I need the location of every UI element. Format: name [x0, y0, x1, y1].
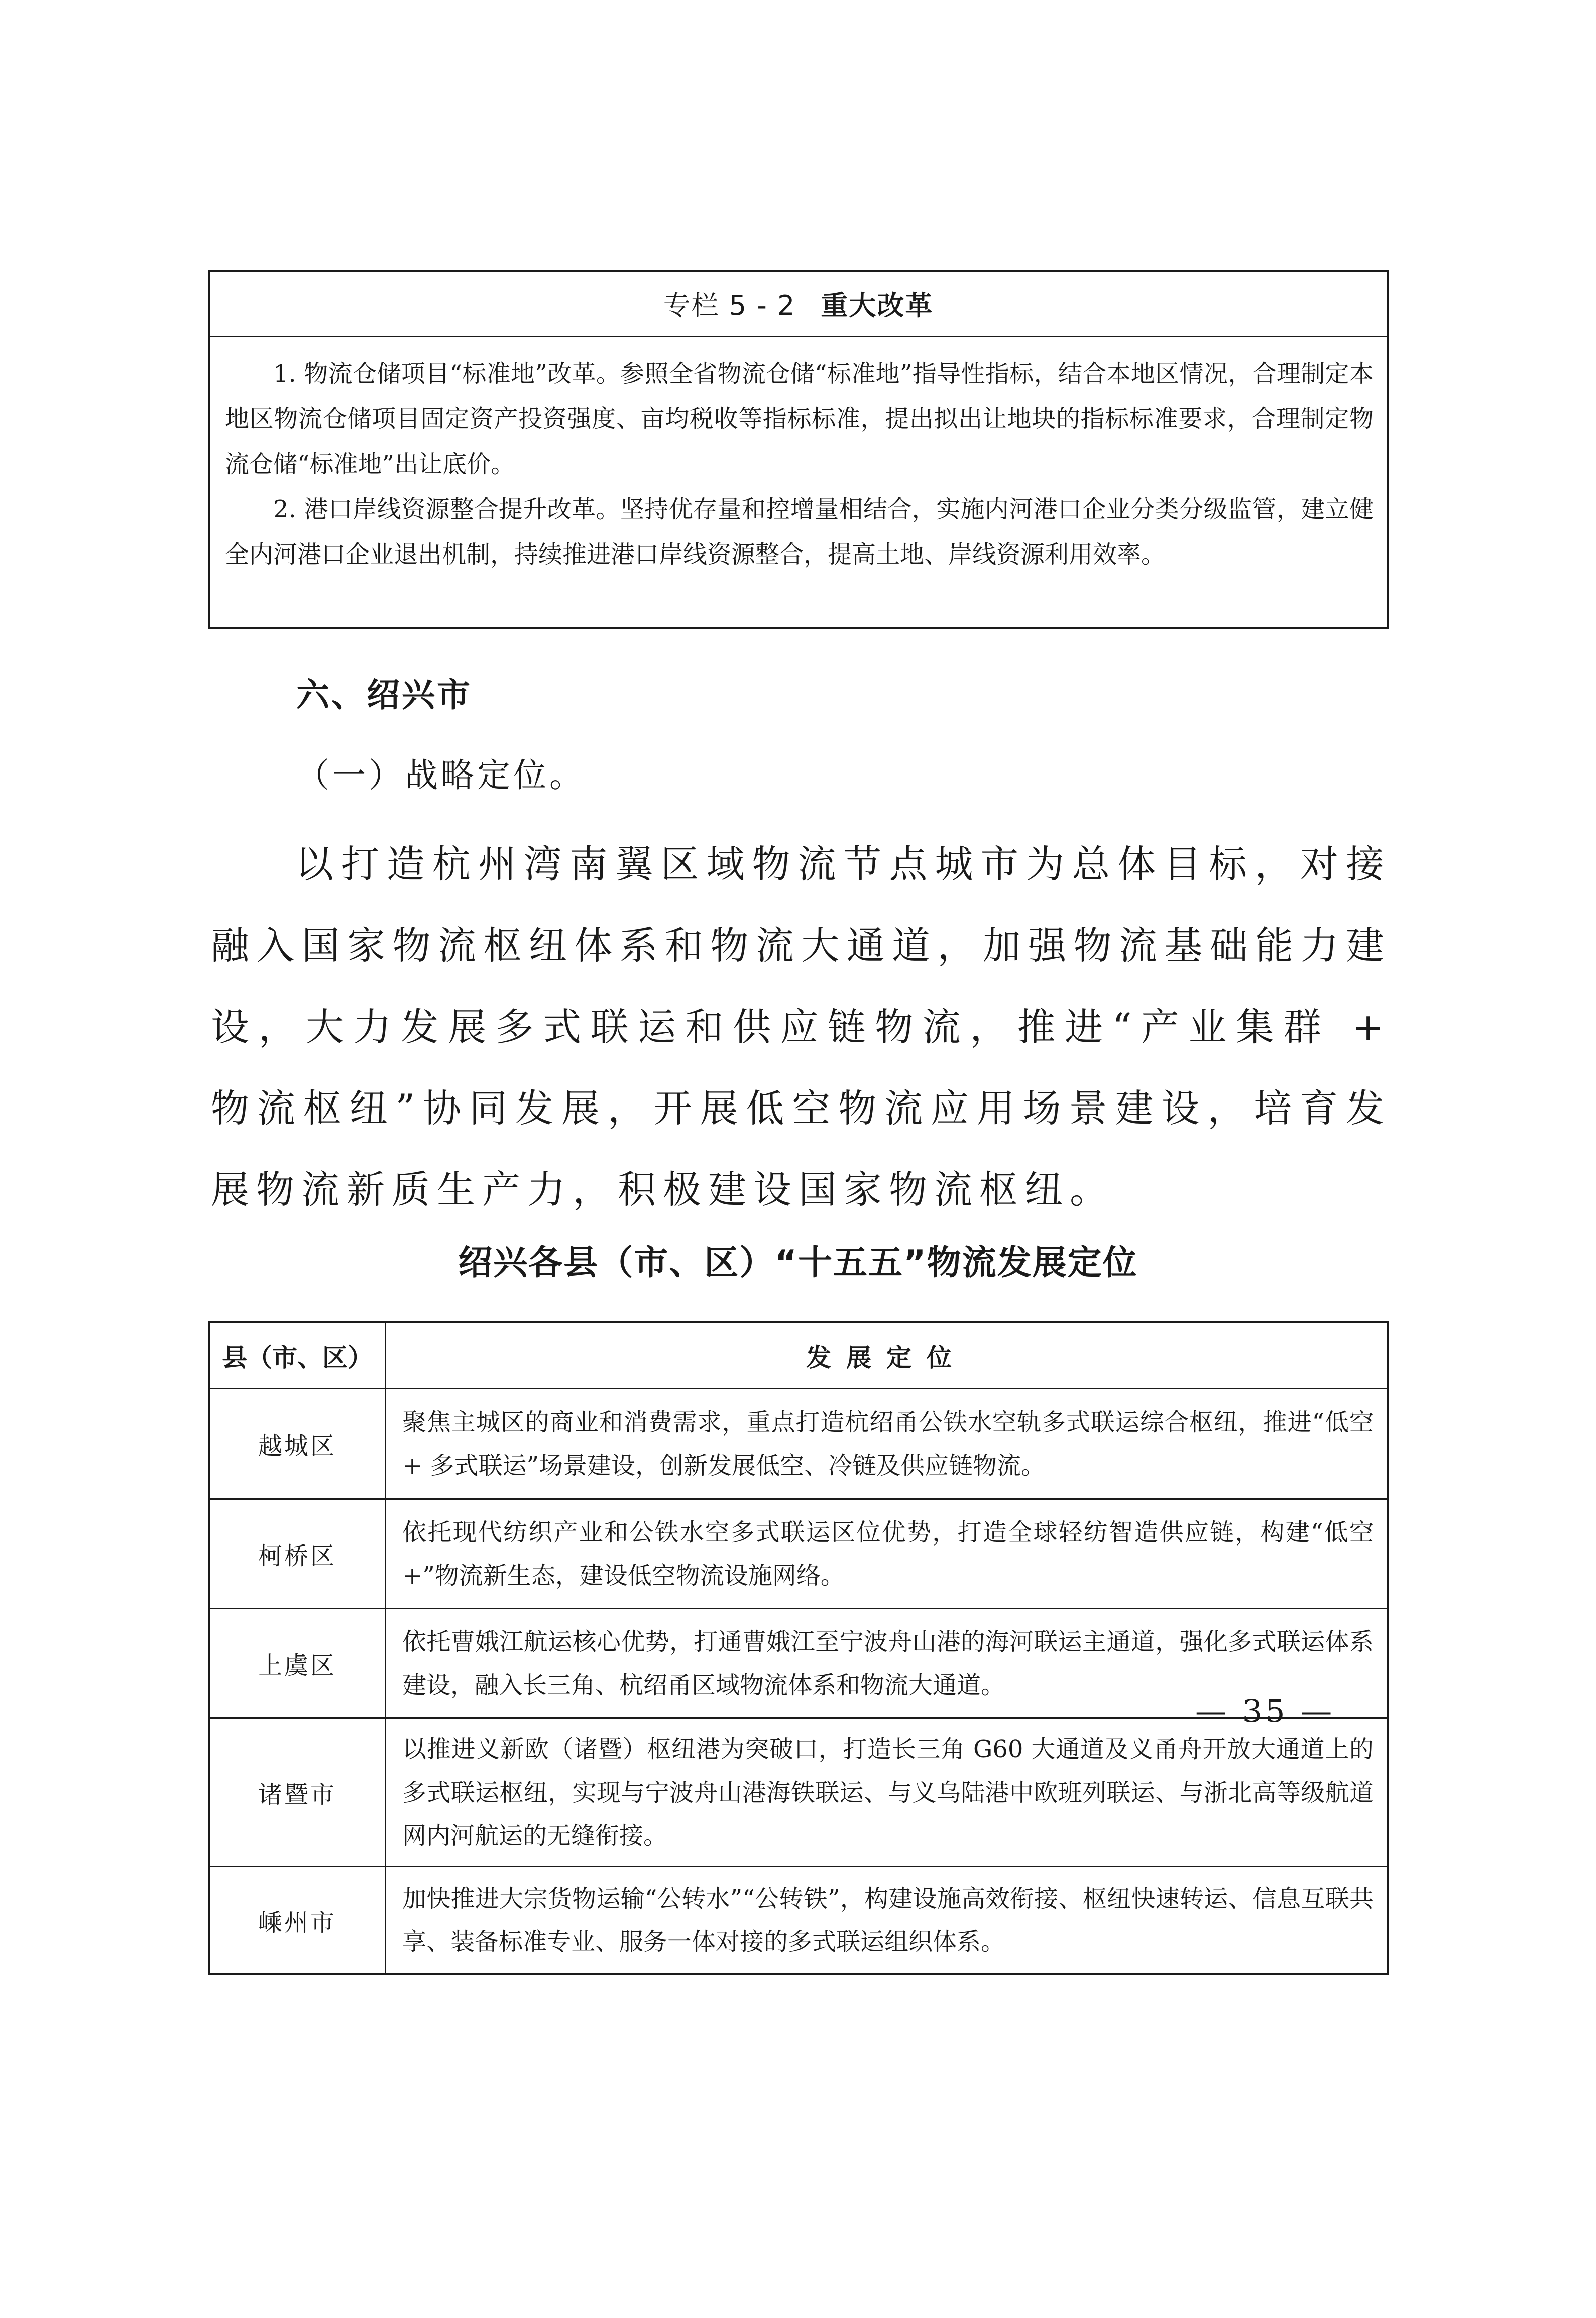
table-row	[209, 1499, 1388, 1609]
county-cell: 柯桥区	[209, 1499, 386, 1609]
table-title: 绍兴各县（市、区）“十五五”物流发展定位	[458, 1243, 1138, 1283]
table-row	[209, 1718, 1388, 1867]
column-box-item: 2. 港口岸线资源整合提升改革。坚持优存量和控增量相结合，实施内河港口企业分类分级监管，建立健全内河港口企业退出机制，持续推进港口岸线资源整合，提高土地、岸线资源利用效率。	[225, 495, 1374, 569]
position-cell: 依托曹娥江航运核心优势，打通曹娥江至宁波舟山港的海河联运主通道，强化多式联运体系建设，融入长三角、杭绍甬区域物流体系和物流大通道。	[386, 1609, 1388, 1718]
section-heading: 六、绍兴市	[296, 676, 472, 714]
column-box-item: 1. 物流仓储项目“标准地”改革。参照全省物流仓储“标准地”指导性指标，结合本地区情况，合理制定本地区物流仓储项目固定资产投资强度、亩均税收等指标标准，提出拟出让地块的指标标准要求，合理制定物流仓储“标准地”出让底价。	[225, 360, 1374, 478]
positioning-table	[208, 1321, 1389, 1975]
county-cell: 嵊州市	[209, 1867, 386, 1974]
county-cell: 上虞区	[209, 1609, 386, 1718]
table-header-row	[209, 1322, 1388, 1389]
column-box-title: 重大改革	[821, 290, 934, 321]
column-header-position: 发展定位	[386, 1322, 1388, 1389]
column-box-body	[210, 337, 1387, 577]
position-cell: 依托现代纺织产业和公铁水空多式联运区位优势，打造全球轻纺智造供应链，构建“低空 +”物流新生态，建设低空物流设施网络。	[386, 1499, 1388, 1609]
column-box-header	[210, 272, 1387, 337]
body-paragraph: 以打造杭州湾南翼区域物流节点城市为总体目标，对接融入国家物流枢纽体系和物流大通道，加强物流基础能力建设，大力发展多式联运和供应链物流，推进“产业集群 + 物流枢纽”协同发展，开展低空物流应用场景建设，培育发展物流新质生产力，积极建设国家物流枢纽。	[211, 842, 1391, 1212]
subsection-heading: （一）战略定位。	[296, 756, 586, 795]
position-cell: 聚焦主城区的商业和消费需求，重点打造杭绍甬公铁水空轨多式联运综合枢纽，推进“低空 + 多式联运”场景建设，创新发展低空、冷链及供应链物流。	[386, 1389, 1388, 1499]
column-header-county: 县（市、区）	[209, 1322, 386, 1389]
page-number: — 35 —	[1195, 1693, 1335, 1729]
column-box	[208, 270, 1389, 629]
position-cell: 加快推进大宗货物运输“公转水”“公转铁”，构建设施高效衔接、枢纽快速转运、信息互联共享、装备标准专业、服务一体对接的多式联运组织体系。	[386, 1867, 1388, 1974]
table-row	[209, 1389, 1388, 1499]
table-row	[209, 1867, 1388, 1974]
county-cell: 越城区	[209, 1389, 386, 1499]
county-cell: 诸暨市	[209, 1718, 386, 1867]
position-cell: 以推进义新欧（诸暨）枢纽港为突破口，打造长三角 G60 大通道及义甬舟开放大通道上的多式联运枢纽，实现与宁波舟山港海铁联运、与义乌陆港中欧班列联运、与浙北高等级航道网内河航运的无缝衔接。	[386, 1718, 1388, 1867]
column-box-number: 专栏 5 - 2	[663, 290, 796, 321]
